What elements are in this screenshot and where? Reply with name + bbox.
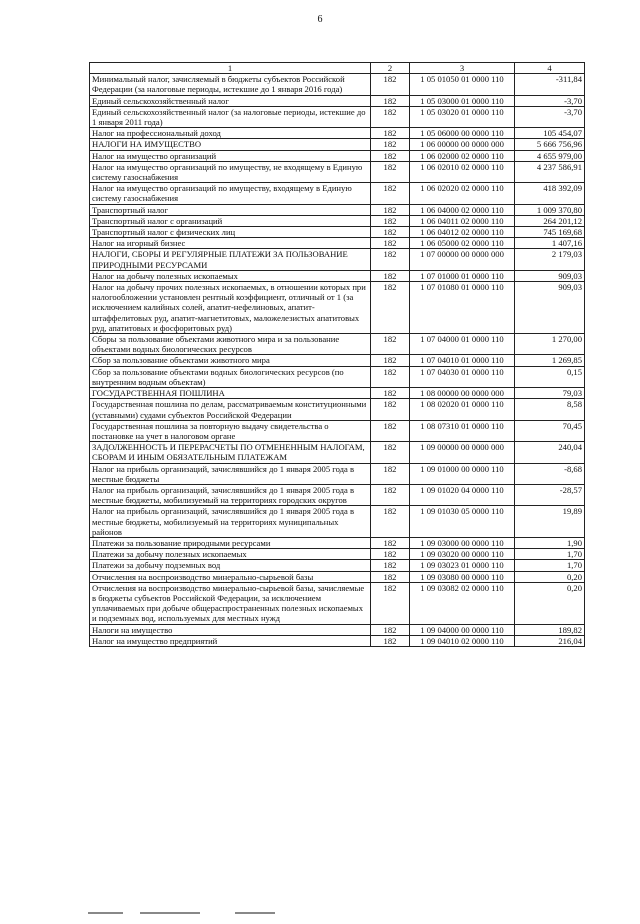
- table-row: [90, 366, 585, 387]
- row-amount: -3,70: [515, 106, 585, 127]
- row-name: Налог на имущество организаций по имуществу, не входящему в Единую систему газоснабжения: [90, 161, 371, 182]
- row-admin-code: 182: [371, 74, 410, 95]
- row-admin-code: 182: [371, 215, 410, 226]
- row-admin-code: 182: [371, 366, 410, 387]
- row-name: Государственная пошлина по делам, рассматриваемым конституционными (уставными) судами субъектов Российской Федерации: [90, 399, 371, 420]
- row-admin-code: 182: [371, 560, 410, 571]
- row-amount: 1 270,00: [515, 334, 585, 355]
- row-name: Платежи за добычу полезных ископаемых: [90, 549, 371, 560]
- table-row: [90, 161, 585, 182]
- header-col-3: 3: [410, 63, 515, 74]
- row-budget-code: 1 07 04010 01 0000 110: [410, 355, 515, 366]
- row-name: Налог на прибыль организаций, зачислявшийся до 1 января 2005 года в местные бюджеты, мобилизуемый на территориях городских округов: [90, 484, 371, 505]
- table-row: [90, 215, 585, 226]
- row-name: Сбор за пользование объектами водных биологических ресурсов (по внутренним водным объектам): [90, 366, 371, 387]
- row-budget-code: 1 05 03020 01 0000 110: [410, 106, 515, 127]
- page-number: 6: [317, 14, 323, 25]
- table-row: [90, 282, 585, 334]
- row-amount: 1,70: [515, 549, 585, 560]
- row-budget-code: 1 08 00000 00 0000 000: [410, 388, 515, 399]
- row-admin-code: 182: [371, 106, 410, 127]
- table-row: [90, 549, 585, 560]
- header-col-2: 2: [371, 63, 410, 74]
- table-row: [90, 635, 585, 646]
- row-name: Налог на имущество предприятий: [90, 635, 371, 646]
- row-budget-code: 1 05 03000 01 0000 110: [410, 95, 515, 106]
- table-row: [90, 399, 585, 420]
- table-row: [90, 571, 585, 582]
- table-header-row: [90, 63, 585, 74]
- row-name: Государственная пошлина за повторную выдачу свидетельства о постановке на учет в налоговом органе: [90, 420, 371, 441]
- row-amount: 189,82: [515, 624, 585, 635]
- revenue-table: [89, 62, 585, 647]
- row-amount: 264 201,12: [515, 215, 585, 226]
- row-name: Платежи за пользование природными ресурсами: [90, 537, 371, 548]
- row-admin-code: 182: [371, 399, 410, 420]
- row-name: НАЛОГИ НА ИМУЩЕСТВО: [90, 139, 371, 150]
- row-amount: 745 169,68: [515, 227, 585, 238]
- row-amount: 105 454,07: [515, 128, 585, 139]
- row-admin-code: 182: [371, 161, 410, 182]
- row-name: Налог на профессиональный доход: [90, 128, 371, 139]
- row-budget-code: 1 06 02000 02 0000 110: [410, 150, 515, 161]
- row-amount: 4 655 979,00: [515, 150, 585, 161]
- row-amount: 4 237 586,91: [515, 161, 585, 182]
- row-admin-code: 182: [371, 95, 410, 106]
- row-name: Налоги на имущество: [90, 624, 371, 635]
- row-budget-code: 1 06 04000 02 0000 110: [410, 204, 515, 215]
- row-name: НАЛОГИ, СБОРЫ И РЕГУЛЯРНЫЕ ПЛАТЕЖИ ЗА ПОЛЬЗОВАНИЕ ПРИРОДНЫМИ РЕСУРСАМИ: [90, 249, 371, 270]
- table-row: [90, 463, 585, 484]
- row-budget-code: 1 06 04011 02 0000 110: [410, 215, 515, 226]
- row-budget-code: 1 06 04012 02 0000 110: [410, 227, 515, 238]
- row-name: ГОСУДАРСТВЕННАЯ ПОШЛИНА: [90, 388, 371, 399]
- row-name: Сбор за пользование объектами животного мира: [90, 355, 371, 366]
- row-name: Налог на добычу прочих полезных ископаемых, в отношении которых при налогообложении установлен рентный коэффициент, отличный от 1 (за исключением калийных солей, апатит-нефелиновых, апатит-штаффелитовых руд, апатит-магнетитовых, маложелезистых апатитовых руд, апатитовых и фосфоритовых руд): [90, 282, 371, 334]
- row-admin-code: 182: [371, 139, 410, 150]
- row-name: ЗАДОЛЖЕННОСТЬ И ПЕРЕРАСЧЕТЫ ПО ОТМЕНЕННЫМ НАЛОГАМ, СБОРАМ И ИНЫМ ОБЯЗАТЕЛЬНЫМ ПЛАТЕЖАМ: [90, 442, 371, 463]
- row-budget-code: 1 09 00000 00 0000 000: [410, 442, 515, 463]
- row-budget-code: 1 05 01050 01 0000 110: [410, 74, 515, 95]
- row-admin-code: 182: [371, 388, 410, 399]
- table-row: [90, 139, 585, 150]
- row-admin-code: 182: [371, 571, 410, 582]
- row-name: Налог на прибыль организаций, зачислявшийся до 1 января 2005 года в местные бюджеты, мобилизуемый на территориях муниципальных районов: [90, 506, 371, 538]
- row-amount: 1 269,85: [515, 355, 585, 366]
- row-name: Транспортный налог с физических лиц: [90, 227, 371, 238]
- row-admin-code: 182: [371, 624, 410, 635]
- table-row: [90, 227, 585, 238]
- row-name: Налог на игорный бизнес: [90, 238, 371, 249]
- row-amount: 0,15: [515, 366, 585, 387]
- row-admin-code: 182: [371, 334, 410, 355]
- row-budget-code: 1 07 04030 01 0000 110: [410, 366, 515, 387]
- row-name: Платежи за добычу подземных вод: [90, 560, 371, 571]
- row-amount: 909,03: [515, 270, 585, 281]
- row-admin-code: 182: [371, 420, 410, 441]
- row-amount: -8,68: [515, 463, 585, 484]
- table-row: [90, 204, 585, 215]
- row-budget-code: 1 09 04000 00 0000 110: [410, 624, 515, 635]
- row-budget-code: 1 06 00000 00 0000 000: [410, 139, 515, 150]
- row-amount: 909,03: [515, 282, 585, 334]
- table-row: [90, 334, 585, 355]
- row-amount: 418 392,09: [515, 183, 585, 204]
- row-admin-code: 182: [371, 537, 410, 548]
- row-budget-code: 1 07 01000 01 0000 110: [410, 270, 515, 281]
- row-admin-code: 182: [371, 442, 410, 463]
- row-name: Транспортный налог: [90, 204, 371, 215]
- row-amount: -3,70: [515, 95, 585, 106]
- row-budget-code: 1 09 04010 02 0000 110: [410, 635, 515, 646]
- row-budget-code: 1 09 03020 00 0000 110: [410, 549, 515, 560]
- row-admin-code: 182: [371, 150, 410, 161]
- row-admin-code: 182: [371, 463, 410, 484]
- row-admin-code: 182: [371, 355, 410, 366]
- row-admin-code: 182: [371, 506, 410, 538]
- row-budget-code: 1 06 02010 02 0000 110: [410, 161, 515, 182]
- table-row: [90, 249, 585, 270]
- row-name: Налог на добычу полезных ископаемых: [90, 270, 371, 281]
- row-amount: 0,20: [515, 582, 585, 624]
- row-amount: 0,20: [515, 571, 585, 582]
- row-amount: 70,45: [515, 420, 585, 441]
- row-admin-code: 182: [371, 238, 410, 249]
- row-name: Единый сельскохозяйственный налог: [90, 95, 371, 106]
- header-col-4: 4: [515, 63, 585, 74]
- row-budget-code: 1 08 02020 01 0000 110: [410, 399, 515, 420]
- row-budget-code: 1 09 03023 01 0000 110: [410, 560, 515, 571]
- row-budget-code: 1 06 02020 02 0000 110: [410, 183, 515, 204]
- table-row: [90, 442, 585, 463]
- row-amount: 240,04: [515, 442, 585, 463]
- row-budget-code: 1 09 01020 04 0000 110: [410, 484, 515, 505]
- row-admin-code: 182: [371, 282, 410, 334]
- table-row: [90, 537, 585, 548]
- row-amount: 216,04: [515, 635, 585, 646]
- table-row: [90, 74, 585, 95]
- header-col-1: 1: [90, 63, 371, 74]
- row-name: Минимальный налог, зачисляемый в бюджеты субъектов Российской Федерации (за налоговые периоды, истекшие до 1 января 2016 года): [90, 74, 371, 95]
- table-row: [90, 270, 585, 281]
- table-row: [90, 420, 585, 441]
- row-amount: 1,90: [515, 537, 585, 548]
- row-amount: 1,70: [515, 560, 585, 571]
- table-row: [90, 106, 585, 127]
- row-admin-code: 182: [371, 549, 410, 560]
- row-admin-code: 182: [371, 183, 410, 204]
- row-admin-code: 182: [371, 484, 410, 505]
- row-budget-code: 1 09 03082 02 0000 110: [410, 582, 515, 624]
- row-name: Транспортный налог с организаций: [90, 215, 371, 226]
- row-amount: 2 179,03: [515, 249, 585, 270]
- row-name: Налог на прибыль организаций, зачислявшийся до 1 января 2005 года в местные бюджеты: [90, 463, 371, 484]
- row-amount: 8,58: [515, 399, 585, 420]
- scan-bottom-mark: [88, 912, 123, 914]
- row-budget-code: 1 09 01030 05 0000 110: [410, 506, 515, 538]
- row-amount: -28,57: [515, 484, 585, 505]
- row-name: Налог на имущество организаций: [90, 150, 371, 161]
- row-admin-code: 182: [371, 227, 410, 238]
- table-row: [90, 95, 585, 106]
- row-admin-code: 182: [371, 204, 410, 215]
- row-name: Налог на имущество организаций по имуществу, входящему в Единую систему газоснабжения: [90, 183, 371, 204]
- table-row: [90, 183, 585, 204]
- table-row: [90, 560, 585, 571]
- row-name: Отчисления на воспроизводство минерально-сырьевой базы, зачисляемые в бюджеты субъектов Российской Федерации, за исключением уплачиваемых при добыче общераспространенных полезных ископаемых и подземных вод, используемых для местных нужд: [90, 582, 371, 624]
- table-row: [90, 238, 585, 249]
- row-budget-code: 1 07 00000 00 0000 000: [410, 249, 515, 270]
- row-budget-code: 1 09 03000 00 0000 110: [410, 537, 515, 548]
- row-budget-code: 1 07 04000 01 0000 110: [410, 334, 515, 355]
- scan-bottom-mark: [140, 912, 200, 914]
- row-name: Сборы за пользование объектами животного мира и за пользование объектами водных биологических ресурсов: [90, 334, 371, 355]
- row-admin-code: 182: [371, 635, 410, 646]
- table-row: [90, 128, 585, 139]
- table-row: [90, 388, 585, 399]
- table-row: [90, 624, 585, 635]
- row-budget-code: 1 05 06000 00 0000 110: [410, 128, 515, 139]
- row-amount: 19,89: [515, 506, 585, 538]
- row-amount: 79,03: [515, 388, 585, 399]
- row-name: Отчисления на воспроизводство минерально-сырьевой базы: [90, 571, 371, 582]
- row-admin-code: 182: [371, 582, 410, 624]
- row-budget-code: 1 06 05000 02 0000 110: [410, 238, 515, 249]
- row-admin-code: 182: [371, 128, 410, 139]
- table-row: [90, 582, 585, 624]
- table-row: [90, 484, 585, 505]
- row-budget-code: 1 09 01000 00 0000 110: [410, 463, 515, 484]
- row-budget-code: 1 07 01080 01 0000 110: [410, 282, 515, 334]
- table-row: [90, 355, 585, 366]
- row-amount: -311,84: [515, 74, 585, 95]
- row-name: Единый сельскохозяйственный налог (за налоговые периоды, истекшие до 1 января 2011 года): [90, 106, 371, 127]
- row-budget-code: 1 08 07310 01 0000 110: [410, 420, 515, 441]
- scan-bottom-mark: [235, 912, 275, 914]
- row-admin-code: 182: [371, 270, 410, 281]
- row-amount: 1 407,16: [515, 238, 585, 249]
- row-amount: 1 009 370,80: [515, 204, 585, 215]
- table-row: [90, 506, 585, 538]
- row-admin-code: 182: [371, 249, 410, 270]
- row-amount: 5 666 756,96: [515, 139, 585, 150]
- table-row: [90, 150, 585, 161]
- row-budget-code: 1 09 03080 00 0000 110: [410, 571, 515, 582]
